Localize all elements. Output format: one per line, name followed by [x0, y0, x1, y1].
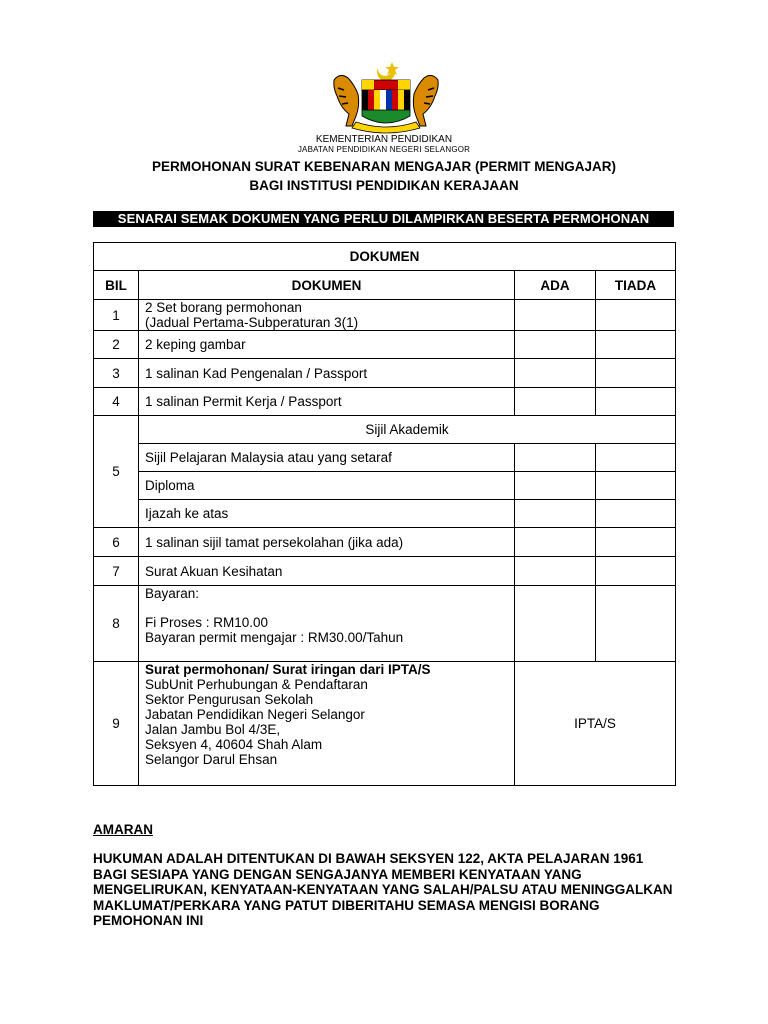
tiada-checkbox[interactable]	[596, 388, 676, 416]
row-number: 1	[94, 300, 139, 331]
form-title: PERMOHONAN SURAT KEBENARAN MENGAJAR (PERMIT MENGAJAR)	[151, 159, 616, 174]
ipta-note: IPTA/S	[515, 662, 676, 786]
header-tiada: TIADA	[596, 271, 676, 300]
table-row	[94, 331, 676, 359]
payment-label: Bayaran:	[145, 586, 200, 601]
letter-title: Surat permohonan/ Surat iringan dari IPTA/S	[145, 662, 431, 677]
table-row	[94, 662, 676, 786]
table-row	[94, 528, 676, 557]
table-row	[94, 416, 676, 444]
header-bil: BIL	[94, 271, 139, 300]
document-text: 2 keping gambar	[139, 331, 515, 359]
table-row	[94, 388, 676, 416]
ada-checkbox[interactable]	[515, 388, 596, 416]
academic-heading: Sijil Akademik	[139, 416, 676, 444]
department-name: JABATAN PENDIDIKAN NEGERI SELANGOR	[297, 145, 471, 154]
tiada-checkbox[interactable]	[596, 586, 676, 662]
ada-checkbox[interactable]	[515, 444, 596, 472]
address-line: Jalan Jambu Bol 4/3E,	[145, 722, 281, 737]
ada-checkbox[interactable]	[515, 500, 596, 528]
processing-fee: Fi Proses : RM10.00	[145, 615, 269, 630]
document-text: Diploma	[139, 472, 515, 500]
table-row	[94, 359, 676, 388]
ada-checkbox[interactable]	[515, 472, 596, 500]
document-subtext: (Jadual Pertama-Subperaturan 3(1)	[145, 315, 359, 330]
address-line: Selangor Darul Ehsan	[145, 752, 278, 767]
warning-text: HUKUMAN ADALAH DITENTUKAN DI BAWAH SEKSYEN 122, AKTA PELAJARAN 1961 BAGI SESIAPA YANG DENGAN SENGAJANYA MEMBERI KENYATAAN YANG MENGELIRUKAN, KENYATAAN-KENYATAAN YANG SALAH/PALSU ATAU MENINGGALKAN MAKLUMAT/PERKARA YANG PATUT DIBERITAHU SEMASA MENGISI BORANG PEMOHONAN INI	[93, 851, 673, 928]
document-text: 1 salinan Permit Kerja / Passport	[139, 388, 515, 416]
coat-of-arms-icon	[326, 58, 446, 136]
letter-cell	[139, 662, 515, 786]
form-subtitle: BAGI INSTITUSI PENDIDIKAN KERAJAAN	[249, 178, 519, 193]
row-number: 2	[94, 331, 139, 359]
ada-checkbox[interactable]	[515, 300, 596, 331]
table-row	[94, 557, 676, 586]
table-header-row	[94, 271, 676, 300]
checklist-heading: SENARAI SEMAK DOKUMEN YANG PERLU DILAMPIRKAN BESERTA PERMOHONAN	[93, 211, 674, 227]
tiada-checkbox[interactable]	[596, 359, 676, 388]
table-caption: DOKUMEN	[94, 243, 676, 271]
table-row	[94, 500, 676, 528]
payment-cell	[139, 586, 515, 662]
ada-checkbox[interactable]	[515, 528, 596, 557]
ada-checkbox[interactable]	[515, 359, 596, 388]
table-row	[94, 586, 676, 662]
ada-checkbox[interactable]	[515, 557, 596, 586]
ada-checkbox[interactable]	[515, 331, 596, 359]
row-number: 9	[94, 662, 139, 786]
row-number: 6	[94, 528, 139, 557]
document-text: Ijazah ke atas	[139, 500, 515, 528]
tiada-checkbox[interactable]	[596, 500, 676, 528]
document-text: 1 salinan sijil tamat persekolahan (jika ada)	[139, 528, 515, 557]
row-number: 7	[94, 557, 139, 586]
document-text: 2 Set borang permohonan	[145, 300, 302, 315]
row-number: 5	[94, 416, 139, 528]
ada-checkbox[interactable]	[515, 586, 596, 662]
address-line: SubUnit Perhubungan & Pendaftaran	[145, 677, 368, 692]
tiada-checkbox[interactable]	[596, 444, 676, 472]
warning-title: AMARAN	[93, 822, 153, 837]
row-number: 3	[94, 359, 139, 388]
address-line: Seksyen 4, 40604 Shah Alam	[145, 737, 323, 752]
table-row	[94, 444, 676, 472]
tiada-checkbox[interactable]	[596, 472, 676, 500]
document-text: Sijil Pelajaran Malaysia atau yang setaraf	[139, 444, 515, 472]
tiada-checkbox[interactable]	[596, 557, 676, 586]
document-text: 1 salinan Kad Pengenalan / Passport	[139, 359, 515, 388]
table-row	[94, 300, 676, 331]
document-checklist-table	[93, 242, 676, 786]
address-line: Jabatan Pendidikan Negeri Selangor	[145, 707, 365, 722]
ministry-name: KEMENTERIAN PENDIDIKAN	[315, 134, 453, 145]
header-ada: ADA	[515, 271, 596, 300]
address-line: Sektor Pengurusan Sekolah	[145, 692, 314, 707]
header-dokumen: DOKUMEN	[139, 271, 515, 300]
row-number: 8	[94, 586, 139, 662]
tiada-checkbox[interactable]	[596, 528, 676, 557]
table-caption-row	[94, 243, 676, 271]
row-number: 4	[94, 388, 139, 416]
permit-fee: Bayaran permit mengajar : RM30.00/Tahun	[145, 630, 404, 645]
table-row	[94, 472, 676, 500]
document-cell	[139, 300, 515, 331]
document-text: Surat Akuan Kesihatan	[139, 557, 515, 586]
tiada-checkbox[interactable]	[596, 331, 676, 359]
tiada-checkbox[interactable]	[596, 300, 676, 331]
